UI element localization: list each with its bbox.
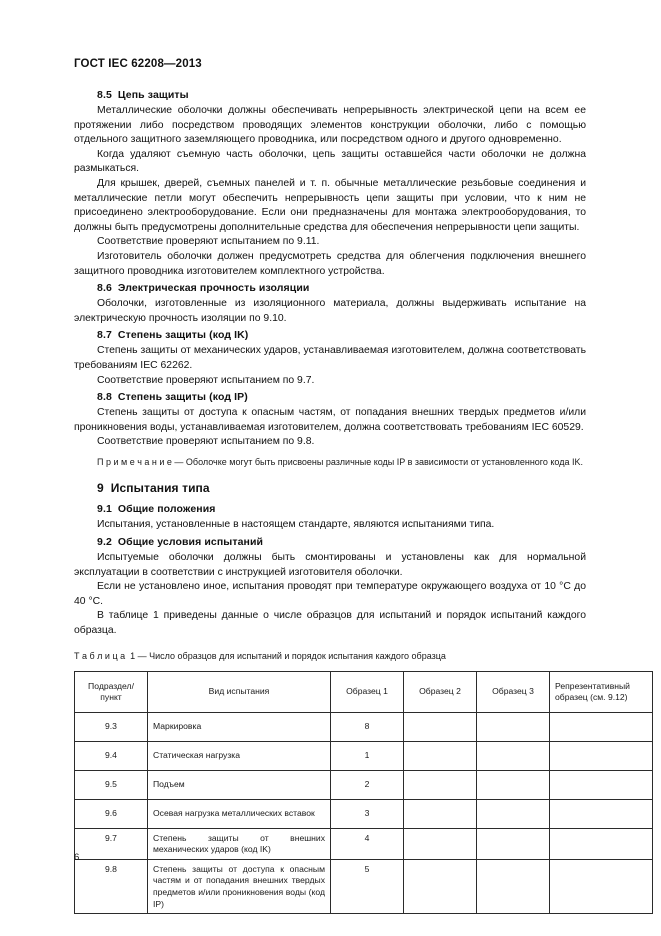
cell-clause: 9.4	[75, 741, 148, 770]
cell-representative	[550, 770, 653, 799]
note-8-8	[74, 456, 586, 470]
specimen-test-table	[74, 671, 653, 915]
cell-representative	[550, 828, 653, 859]
table-row	[75, 712, 653, 741]
cell-specimen-2	[404, 828, 477, 859]
table-caption	[74, 650, 586, 663]
table-caption-text: — Число образцов для испытаний и порядок испытания каждого образца	[137, 650, 446, 661]
table-header-specimen-1: Образец 1	[331, 671, 404, 712]
cell-specimen-1: 4	[331, 828, 404, 859]
heading-8-7-number: 8.7	[97, 329, 112, 342]
heading-8-5-title: Цепь защиты	[117, 89, 189, 101]
paragraph-8-7-2: Соответствие проверяют испытанием по 9.7.	[97, 374, 315, 386]
table-row	[75, 859, 653, 913]
heading-8-6	[74, 281, 586, 296]
cell-specimen-2	[404, 859, 477, 913]
cell-specimen-3	[477, 770, 550, 799]
table-header-representative	[550, 671, 653, 712]
heading-8-7-title: Степень защиты (код IK)	[117, 329, 249, 342]
cell-test: Степень защиты от внешних механических ударов (код IK)	[148, 828, 331, 859]
cell-specimen-1: 8	[331, 712, 404, 741]
heading-9	[74, 480, 586, 497]
cell-specimen-2	[404, 799, 477, 828]
table-header-row	[75, 671, 653, 712]
spacer	[74, 469, 586, 480]
paragraph-8-7-1: Степень защиты от механических ударов, устанавливаемая изготовителем, должна соответствовать требованиям IEC 62262.	[74, 345, 586, 371]
cell-clause: 9.6	[75, 799, 148, 828]
spacer	[74, 639, 586, 650]
cell-specimen-3	[477, 828, 550, 859]
cell-test: Осевая нагрузка металлических вставок	[148, 799, 331, 828]
heading-8-8-number: 8.8	[97, 391, 112, 404]
cell-specimen-3	[477, 799, 550, 828]
table-row	[75, 770, 653, 799]
cell-test: Маркировка	[148, 712, 331, 741]
table-header-specimen-2: Образец 2	[404, 671, 477, 712]
paragraph-8-6-1: Оболочки, изготовленные из изоляционного материала, должны выдерживать испытание на электрическую прочность изоляции по 9.10.	[74, 298, 586, 324]
table-header-test: Вид испытания	[148, 671, 331, 712]
table-header-clause-line2: пункт	[100, 691, 122, 702]
page-number: 6	[74, 852, 80, 863]
heading-9-number: 9	[97, 481, 104, 496]
table-row	[75, 741, 653, 770]
note-label: П р и м е ч а н и е	[97, 456, 172, 467]
document-body	[74, 88, 630, 914]
cell-representative	[550, 799, 653, 828]
heading-9-1-title: Общие положения	[117, 503, 216, 516]
cell-clause: 9.8	[75, 859, 148, 913]
table-body	[75, 712, 653, 914]
table-caption-number: 1	[130, 650, 136, 661]
cell-representative	[550, 741, 653, 770]
cell-specimen-1: 3	[331, 799, 404, 828]
heading-9-1-number: 9.1	[97, 503, 112, 516]
cell-specimen-2	[404, 712, 477, 741]
cell-specimen-3	[477, 741, 550, 770]
paragraph-8-8-1: Степень защиты от доступа к опасным частям, от попадания внешних твердых предметов и/или проникновения воды, устанавливаемая изготовителем, должна соответствовать требованиям IEC 60529.	[74, 407, 586, 433]
paragraph-8-8-2: Соответствие проверяют испытанием по 9.8.	[97, 436, 315, 448]
cell-specimen-1: 2	[331, 770, 404, 799]
heading-8-6-title: Электрическая прочность изоляции	[117, 282, 310, 295]
paragraph-8-5-2: Когда удаляют съемную часть оболочки, цепь защиты оставшейся части оболочки не должна размыкаться.	[74, 148, 586, 175]
note-text: — Оболочке могут быть присвоены различные коды IP в зависимости от установленного кода IK.	[174, 456, 584, 467]
table-header-clause-line1: Подраздел/	[88, 680, 134, 691]
heading-8-8-title: Степень защиты (код IP)	[117, 391, 248, 404]
table-row	[75, 828, 653, 859]
paragraph-9-2-3: В таблице 1 приведены данные о числе образцов для испытаний и порядок испытаний каждого образца.	[74, 610, 586, 636]
cell-clause: 9.3	[75, 712, 148, 741]
paragraph-9-1-1: Испытания, установленные в настоящем стандарте, являются испытаниями типа.	[97, 519, 495, 531]
cell-specimen-3	[477, 859, 550, 913]
table-header-representative-line1: Репрезентативный	[555, 680, 630, 691]
cell-test: Степень защиты от доступа к опасным частям и от попадания внешних твердых предметов и/или проникновения воды (код IP)	[148, 859, 331, 913]
heading-9-1	[74, 502, 586, 517]
table-container	[74, 671, 630, 915]
paragraph-8-5-5: Изготовитель оболочки должен предусмотреть средства для облегчения подключения внешнего защитного проводника изготовителем комплектного устройства.	[74, 250, 586, 277]
table-header-clause	[75, 671, 148, 712]
heading-8-8	[74, 390, 586, 405]
heading-8-6-number: 8.6	[97, 282, 112, 295]
cell-specimen-2	[404, 741, 477, 770]
paragraph-8-5-1: Металлические оболочки должны обеспечивать непрерывность электрической цепи на всем ее протяжении либо посредством проводящих элементов конструкции оболочки, либо с помощью отдельного защитного заземляющего проводника, или посредством одного и другого одновременно.	[74, 105, 586, 146]
paragraph-9-2-1: Испытуемые оболочки должны быть смонтированы и установлены как для нормальной эксплуатации в соответствии с инструкцией изготовителя оболочки.	[74, 551, 586, 578]
document-header: ГОСТ IEC 62208—2013	[74, 58, 202, 70]
paragraph-8-5-3: Для крышек, дверей, съемных панелей и т. п. обычные металлические резьбовые соединения и металлические петли могут обеспечить непрерывность цепи защиты при условии, что к ним не присоединено электрооборудование. Если они предназначены для монтажа электрооборудования, то должны быть предусмотрены дополнительные средства для обеспечения непрерывности цепи защиты.	[74, 177, 586, 233]
heading-9-2-number: 9.2	[97, 535, 112, 548]
cell-representative	[550, 859, 653, 913]
heading-8-7	[74, 328, 586, 343]
heading-8-5	[74, 88, 586, 103]
table-row	[75, 799, 653, 828]
heading-9-title: Испытания типа	[110, 481, 210, 496]
heading-9-2	[74, 535, 586, 550]
cell-specimen-2	[404, 770, 477, 799]
table-header-specimen-3: Образец 3	[477, 671, 550, 712]
cell-clause: 9.7	[75, 828, 148, 859]
cell-representative	[550, 712, 653, 741]
table-header-representative-line2: образец (см. 9.12)	[555, 691, 628, 702]
cell-test: Статическая нагрузка	[148, 741, 331, 770]
paragraph-8-5-4: Соответствие проверяют испытанием по 9.11.	[97, 236, 320, 248]
heading-9-2-title: Общие условия испытаний	[117, 535, 264, 548]
cell-clause: 9.5	[75, 770, 148, 799]
cell-specimen-1: 5	[331, 859, 404, 913]
paragraph-9-2-2: Если не установлено иное, испытания проводят при температуре окружающего воздуха от 10 °C до 40 °C.	[74, 581, 586, 607]
table-head	[75, 671, 653, 712]
cell-specimen-1: 1	[331, 741, 404, 770]
cell-test: Подъем	[148, 770, 331, 799]
heading-8-5-number: 8.5	[97, 89, 112, 101]
table-caption-label: Т а б л и ц а	[74, 650, 126, 661]
cell-specimen-3	[477, 712, 550, 741]
